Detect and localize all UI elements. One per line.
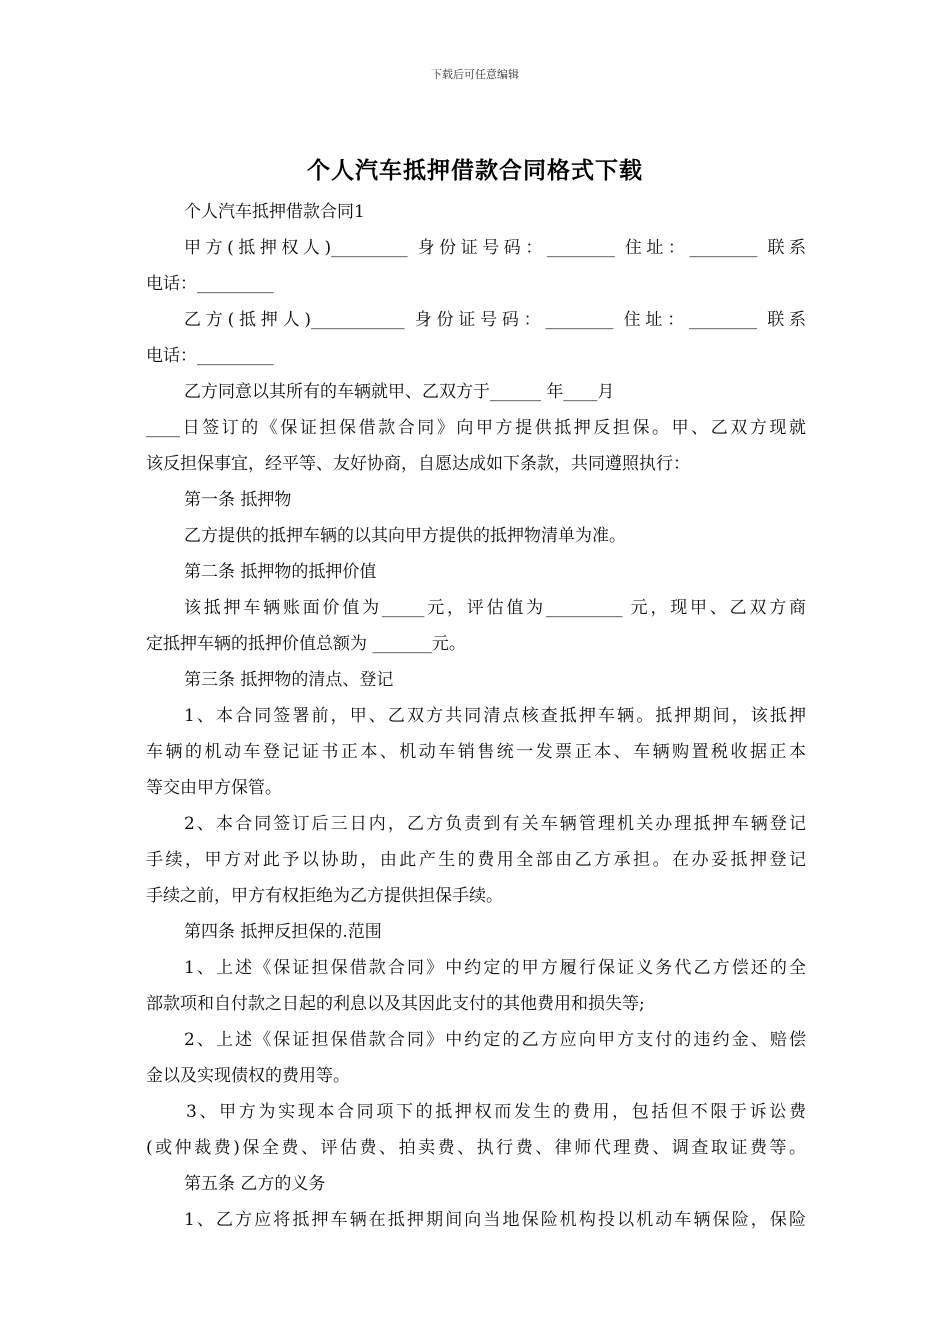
paragraph-line: 定抵押车辆的抵押价值总额为 _______元。 bbox=[146, 634, 466, 654]
paragraph-line: 1、乙方应将抵押车辆在抵押期间向当地保险机构投以机动车辆保险，保险 bbox=[184, 1210, 806, 1230]
article-heading: 第二条 抵押物的抵押价值 bbox=[184, 562, 377, 582]
paragraph-line: 手续，甲方对此予以协助，由此产生的费用全部由乙方承担。在办妥抵押登记 bbox=[146, 850, 806, 870]
paragraph-line: 该抵押车辆账面价值为_____元，评估值为_________ 元，现甲、乙双方商 bbox=[184, 598, 806, 618]
paragraph-line: (或仲裁费)保全费、评估费、拍卖费、执行费、律师代理费、调查取证费等。 bbox=[146, 1138, 806, 1158]
document-title: 个人汽车抵押借款合同格式下载 bbox=[307, 157, 643, 184]
subtitle-line: 个人汽车抵押借款合同1 bbox=[184, 202, 365, 222]
article-heading: 第三条 抵押物的清点、登记 bbox=[184, 670, 394, 690]
party-a-line: 甲方(抵押权人)_________ 身份证号码：________ 住址：________ 联系 bbox=[184, 238, 806, 258]
paragraph-line: 2、本合同签订后三日内，乙方负责到有关车辆管理机关办理抵押车辆登记 bbox=[184, 814, 806, 834]
paragraph-line: 车辆的机动车登记证书正本、机动车销售统一发票正本、车辆购置税收据正本 bbox=[146, 742, 806, 762]
paragraph-line: 1、上述《保证担保借款合同》中约定的甲方履行保证义务代乙方偿还的全 bbox=[184, 958, 806, 978]
paragraph-line: 2、上述《保证担保借款合同》中约定的乙方应向甲方支付的违约金、赔偿 bbox=[184, 1030, 806, 1050]
paragraph-line: ____日签订的《保证担保借款合同》向甲方提供抵押反担保。甲、乙双方现就 bbox=[146, 418, 806, 438]
party-a-phone-line: 电话：_________ bbox=[146, 274, 274, 294]
paragraph-line: 金以及实现债权的费用等。 bbox=[146, 1066, 350, 1086]
paragraph-line: 部款项和自付款之日起的利息以及其因此支付的其他费用和损失等; bbox=[146, 994, 645, 1014]
paragraph-line: 乙方提供的抵押车辆的以其向甲方提供的抵押物清单为准。 bbox=[184, 526, 626, 546]
party-b-line: 乙方(抵押人)___________ 身份证号码：________ 住址：________ 联系 bbox=[184, 310, 806, 330]
article-heading: 第五条 乙方的义务 bbox=[184, 1174, 326, 1194]
paragraph-line: 该反担保事宜，经平等、友好协商，自愿达成如下条款，共同遵照执行： bbox=[146, 454, 690, 474]
article-heading: 第四条 抵押反担保的.范围 bbox=[184, 922, 382, 942]
party-b-phone-line: 电话：_________ bbox=[146, 346, 274, 366]
paragraph-line: 手续之前，甲方有权拒绝为乙方提供担保手续。 bbox=[146, 886, 503, 906]
document-body bbox=[146, 200, 806, 1244]
paragraph-line: 等交由甲方保管。 bbox=[146, 778, 282, 798]
paragraph-line: 3、甲方为实现本合同项下的抵押权而发生的费用，包括但不限于诉讼费 bbox=[186, 1102, 806, 1122]
paragraph-line: 乙方同意以其所有的车辆就甲、乙双方于______ 年____月 bbox=[184, 382, 615, 402]
header-note: 下载后可任意编辑 bbox=[431, 68, 519, 81]
paragraph-line: 1、本合同签署前，甲、乙双方共同清点核查抵押车辆。抵押期间，该抵押 bbox=[184, 706, 806, 726]
article-heading: 第一条 抵押物 bbox=[184, 490, 292, 510]
